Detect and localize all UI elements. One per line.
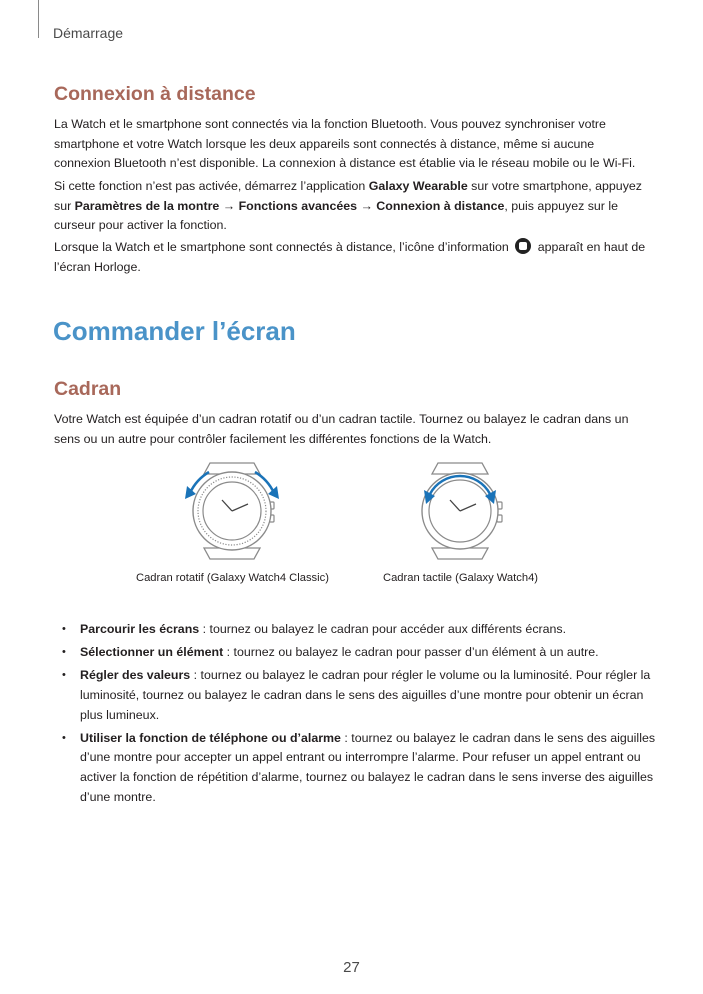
watch-rotating-bezel-illustration (176, 460, 288, 562)
figure-caption-touch: Cadran tactile (Galaxy Watch4) (383, 572, 539, 584)
list-item: • Sélectionner un élément : tournez ou balayez le cadran pour passer d’un élément à un autre. (62, 643, 656, 663)
list-item: • Utiliser la fonction de téléphone ou d’alarme : tournez ou balayez le cadran dans le sens des aiguilles d’une montre pour accepter un appel entrant ou interrompre l’alarme. Pour refuser un appel entrant ou activer la fonction de répétition d’alarme, tournez ou balayez le cadran dans le sens inverse des aiguilles d’une montre. (62, 729, 656, 807)
remote-paragraph-1: La Watch et le smartphone sont connectés via la fonction Bluetooth. Vous pouvez synchroniser votre smartphone et votre Watch lorsque les deux appareils sont connectés à distance, même si aucune connexion Bluetooth n’est disponible. La connexion à distance est établie via le réseau mobile ou le Wi-Fi. (54, 117, 636, 171)
remote-connection-icon (515, 238, 531, 254)
remote-paragraph-2: Si cette fonction n’est pas activée, démarrez l’application Galaxy Wearable sur votre smartphone, appuyez sur Paramètres de la montre → Fonctions avancées → Connexion à distance, puis appuyez sur le curseur pour activer la fonction. (54, 179, 642, 233)
section-title-remote: Connexion à distance (54, 83, 256, 105)
section-title-bezel: Cadran (54, 378, 122, 400)
page-title: Commander l’écran (53, 316, 296, 346)
page-number: 27 (343, 959, 360, 976)
figure-caption-classic: Cadran rotatif (Galaxy Watch4 Classic) (136, 572, 329, 584)
remote-paragraph-3: Lorsque la Watch et le smartphone sont connectés à distance, l’icône d’information apparaît en haut de l’écran Horloge. (54, 240, 646, 274)
list-item: • Parcourir les écrans : tournez ou balayez le cadran pour accéder aux différents écrans. (62, 620, 656, 640)
list-item: • Régler des valeurs : tournez ou balayez le cadran pour régler le volume ou la luminosité. Pour régler la luminosité, tournez ou balayez le cadran dans le sens des aiguilles d’une montre pour obtenir un écran plus lumineux. (62, 666, 656, 725)
bezel-functions-list (62, 620, 656, 811)
bezel-intro: Votre Watch est équipée d’un cadran rotatif ou d’un cadran tactile. Tournez ou balayez le cadran dans un sens ou un autre pour contrôler facilement les différentes fonctions de la Watch. (54, 412, 629, 446)
watch-touch-bezel-illustration (404, 460, 516, 562)
running-header: Démarrage (53, 25, 124, 41)
margin-rule (38, 0, 39, 38)
